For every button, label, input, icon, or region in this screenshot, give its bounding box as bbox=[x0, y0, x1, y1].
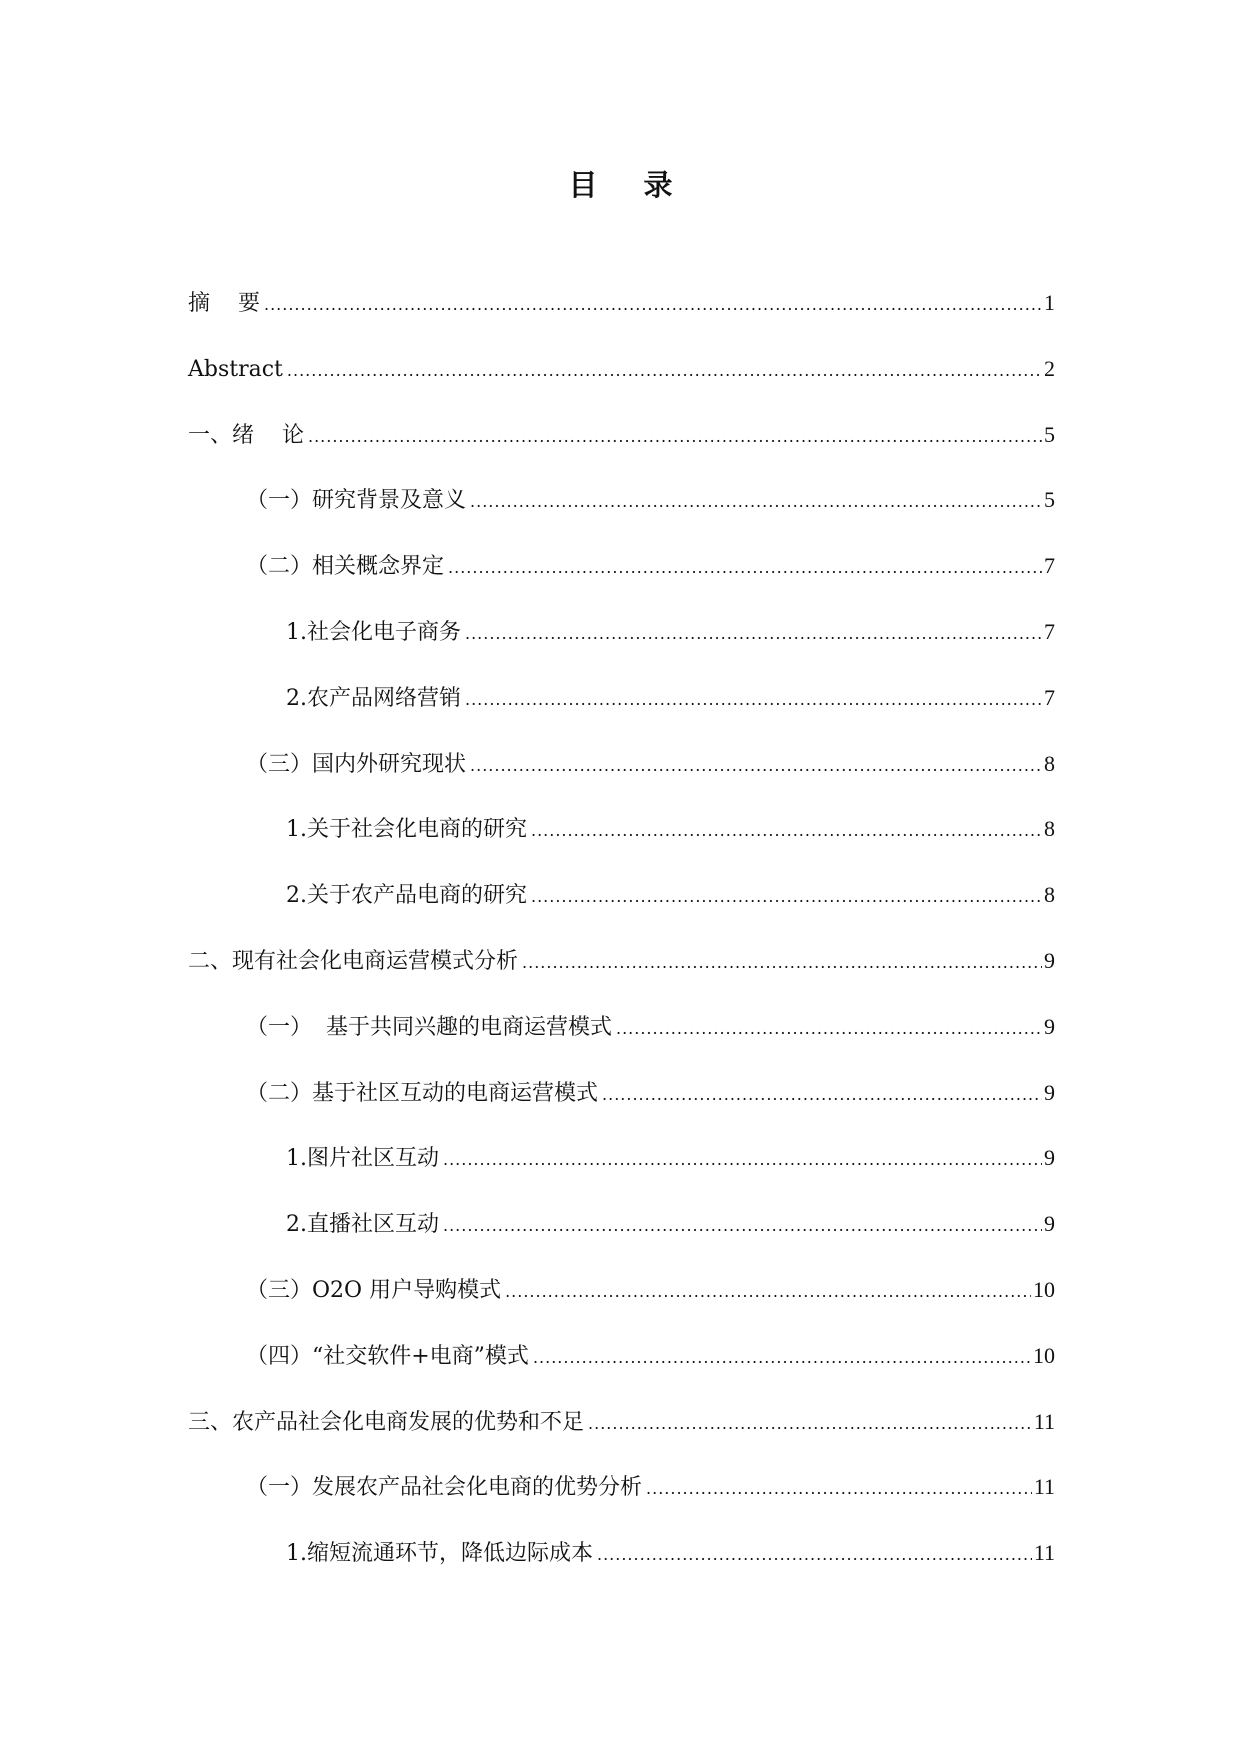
toc-page-number: 7 bbox=[1044, 553, 1055, 579]
toc-entry[interactable] bbox=[188, 1012, 1055, 1078]
toc-dot-leader bbox=[465, 685, 1042, 715]
toc-dot-leader bbox=[522, 948, 1042, 978]
toc-entry-title: （四）“社交软件+电商”模式 bbox=[246, 1343, 529, 1369]
toc-entry-title: 二、现有社会化电商运营模式分析 bbox=[188, 948, 519, 974]
toc-dot-leader bbox=[308, 422, 1042, 452]
toc-page-number: 10 bbox=[1033, 1342, 1055, 1368]
toc-entry-title: （二）基于社区互动的电商运营模式 bbox=[246, 1080, 599, 1106]
toc-page-number: 10 bbox=[1033, 1276, 1055, 1302]
toc-page-number: 7 bbox=[1044, 618, 1055, 644]
toc-page-number: 5 bbox=[1044, 421, 1055, 447]
toc-entry[interactable] bbox=[188, 1341, 1055, 1407]
toc-dot-leader bbox=[264, 290, 1042, 320]
toc-entry[interactable] bbox=[188, 1143, 1055, 1209]
toc-entry[interactable] bbox=[188, 683, 1055, 749]
toc-entry-title: 一、绪 论 bbox=[188, 422, 304, 448]
toc-entry[interactable] bbox=[188, 1209, 1055, 1275]
toc-entry[interactable] bbox=[188, 1275, 1055, 1341]
toc-dot-leader bbox=[287, 356, 1042, 386]
toc-dot-leader bbox=[448, 553, 1042, 583]
toc-dot-leader bbox=[505, 1277, 1031, 1307]
toc-entry-title: （二）相关概念界定 bbox=[246, 554, 445, 580]
toc-entry[interactable] bbox=[188, 1538, 1055, 1604]
toc-entry[interactable] bbox=[188, 1078, 1055, 1144]
toc-dot-leader bbox=[588, 1409, 1032, 1439]
toc-page-number: 9 bbox=[1044, 1013, 1055, 1039]
toc-entry-title: 1.社会化电子商务 bbox=[286, 619, 461, 645]
table-of-contents bbox=[188, 288, 1055, 1604]
toc-page-number: 2 bbox=[1044, 355, 1055, 381]
toc-entry[interactable] bbox=[188, 749, 1055, 815]
toc-dot-leader bbox=[597, 1540, 1032, 1570]
toc-page-number: 8 bbox=[1044, 816, 1055, 842]
toc-dot-leader bbox=[533, 1343, 1031, 1373]
toc-entry[interactable] bbox=[188, 617, 1055, 683]
toc-entry[interactable] bbox=[188, 420, 1055, 486]
toc-entry[interactable] bbox=[188, 946, 1055, 1012]
toc-dot-leader bbox=[646, 1474, 1032, 1504]
toc-dot-leader bbox=[443, 1211, 1042, 1241]
toc-entry-title: 1.图片社区互动 bbox=[286, 1146, 439, 1172]
toc-dot-leader bbox=[470, 751, 1042, 781]
toc-entry-title: 2.直播社区互动 bbox=[286, 1212, 439, 1238]
toc-dot-leader bbox=[531, 816, 1042, 846]
toc-dot-leader bbox=[602, 1080, 1042, 1110]
toc-dot-leader bbox=[616, 1014, 1042, 1044]
toc-entry[interactable] bbox=[188, 1472, 1055, 1538]
toc-entry-title: （一）发展农产品社会化电商的优势分析 bbox=[246, 1475, 643, 1501]
toc-dot-leader bbox=[470, 487, 1042, 517]
toc-page-number: 11 bbox=[1033, 1408, 1055, 1434]
toc-entry-title: 1.关于社会化电商的研究 bbox=[286, 817, 527, 843]
toc-entry[interactable] bbox=[188, 1407, 1055, 1473]
toc-entry-title: （三）国内外研究现状 bbox=[246, 751, 467, 777]
toc-page-number: 8 bbox=[1044, 882, 1055, 908]
toc-entry[interactable] bbox=[188, 814, 1055, 880]
toc-entry-title: 1.缩短流通环节，降低边际成本 bbox=[286, 1541, 593, 1567]
toc-page-number: 8 bbox=[1044, 750, 1055, 776]
toc-page-number: 9 bbox=[1044, 1079, 1055, 1105]
toc-entry[interactable] bbox=[188, 288, 1055, 354]
toc-page-number: 5 bbox=[1044, 487, 1055, 513]
toc-entry-title: 摘 要 bbox=[188, 291, 260, 316]
toc-entry-title: （三）O2O 用户导购模式 bbox=[246, 1277, 502, 1303]
toc-page-number: 11 bbox=[1033, 1540, 1055, 1566]
page-title: 目 录 bbox=[568, 168, 691, 202]
toc-entry-title: 2.关于农产品电商的研究 bbox=[286, 883, 527, 909]
toc-page-number: 7 bbox=[1044, 684, 1055, 710]
toc-entry-title: 2.农产品网络营销 bbox=[286, 685, 461, 711]
toc-dot-leader bbox=[443, 1145, 1042, 1175]
toc-page-number: 9 bbox=[1044, 1211, 1055, 1237]
toc-entry-title: Abstract bbox=[188, 356, 283, 382]
toc-entry-title: 三、农产品社会化电商发展的优势和不足 bbox=[188, 1409, 585, 1435]
toc-entry[interactable] bbox=[188, 354, 1055, 420]
toc-dot-leader bbox=[531, 882, 1042, 912]
toc-entry[interactable] bbox=[188, 551, 1055, 617]
toc-entry-title: （一） 基于共同兴趣的电商运营模式 bbox=[246, 1014, 612, 1040]
toc-entry-title: （一）研究背景及意义 bbox=[246, 488, 467, 514]
toc-dot-leader bbox=[465, 619, 1042, 649]
toc-entry[interactable] bbox=[188, 485, 1055, 551]
toc-page-number: 9 bbox=[1044, 1145, 1055, 1171]
toc-entry[interactable] bbox=[188, 880, 1055, 946]
toc-page-number: 1 bbox=[1044, 290, 1055, 315]
toc-page-number: 9 bbox=[1044, 947, 1055, 973]
toc-page-number: 11 bbox=[1033, 1474, 1055, 1500]
